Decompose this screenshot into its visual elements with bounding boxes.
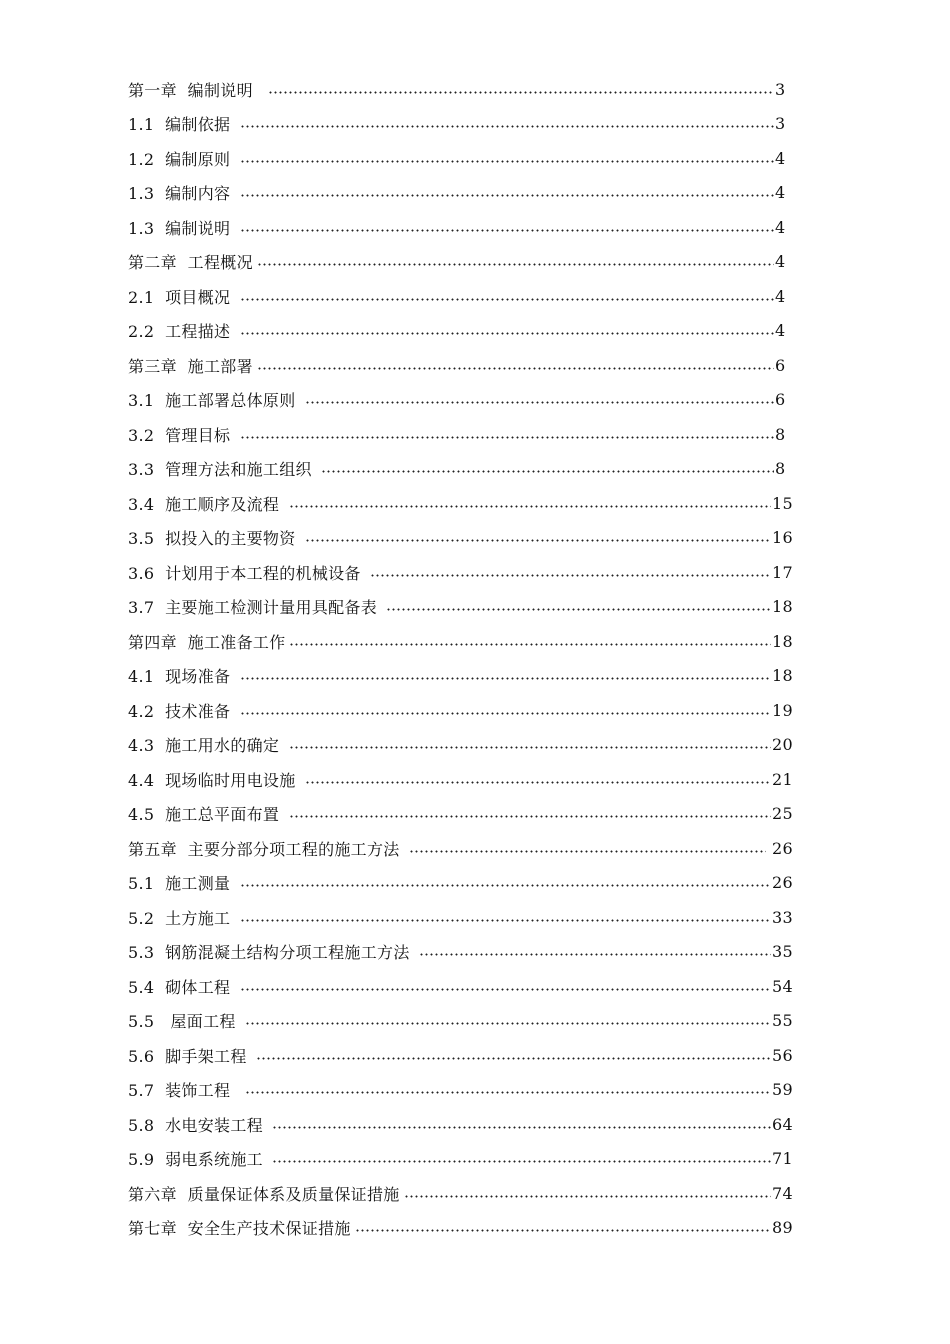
toc-entry[interactable] xyxy=(128,383,793,418)
toc-entry-page-number: 74 xyxy=(772,1183,793,1203)
toc-entry[interactable] xyxy=(128,141,793,176)
toc-entry-title: 5.7 装饰工程 xyxy=(128,1081,242,1101)
toc-entry-page-number: 20 xyxy=(772,735,793,755)
toc-entry-page-number: 55 xyxy=(772,1011,793,1031)
toc-entry-page-number: 54 xyxy=(772,976,793,996)
toc-dot-leader xyxy=(268,91,774,94)
toc-entry[interactable] xyxy=(128,72,793,107)
toc-entry-title: 3.6 计划用于本工程的机械设备 xyxy=(128,563,367,583)
toc-entry-title: 第四章 施工准备工作 xyxy=(128,632,286,652)
toc-entry-title: 第七章 安全生产技术保证措施 xyxy=(128,1219,351,1239)
toc-dot-leader xyxy=(240,160,774,163)
toc-entry-page-number: 4 xyxy=(775,321,786,341)
toc-dot-leader xyxy=(240,298,774,301)
toc-entry-title: 3.5 拟投入的主要物资 xyxy=(128,529,301,549)
toc-entry-title: 5.2 土方施工 xyxy=(128,908,236,928)
toc-dot-leader xyxy=(272,1160,771,1163)
toc-entry-page-number: 18 xyxy=(772,631,793,651)
toc-dot-leader xyxy=(240,677,771,680)
toc-entry-page-number: 16 xyxy=(772,528,793,548)
toc-entry[interactable] xyxy=(128,1038,793,1073)
toc-dot-leader xyxy=(305,539,771,542)
toc-dot-leader xyxy=(386,608,771,611)
toc-entry-title: 1.2 编制原则 xyxy=(128,149,236,169)
toc-dot-leader xyxy=(240,884,771,887)
toc-entry-title: 1.3 编制说明 xyxy=(128,218,236,238)
toc-entry-page-number: 3 xyxy=(775,79,786,99)
toc-entry-page-number: 71 xyxy=(772,1149,793,1169)
toc-entry[interactable] xyxy=(128,1004,793,1039)
toc-entry-title: 第一章 编制说明 xyxy=(128,80,264,100)
toc-entry[interactable] xyxy=(128,1211,793,1246)
toc-entry-title: 3.3 管理方法和施工组织 xyxy=(128,460,318,480)
toc-entry-page-number: 25 xyxy=(772,804,793,824)
toc-entry[interactable] xyxy=(128,590,793,625)
toc-entry-page-number: 89 xyxy=(772,1218,793,1238)
toc-entry[interactable] xyxy=(128,1142,793,1177)
toc-entry-title: 3.1 施工部署总体原则 xyxy=(128,391,301,411)
toc-entry-title: 第三章 施工部署 xyxy=(128,356,253,376)
toc-dot-leader xyxy=(245,1022,771,1025)
toc-entry[interactable] xyxy=(128,452,793,487)
toc-entry-page-number: 18 xyxy=(772,666,793,686)
toc-dot-leader xyxy=(240,229,774,232)
toc-entry-page-number: 4 xyxy=(775,148,786,168)
toc-entry-page-number: 4 xyxy=(775,252,786,272)
toc-dot-leader xyxy=(257,263,774,266)
toc-entry-page-number: 18 xyxy=(772,597,793,617)
toc-entry-page-number: 4 xyxy=(775,183,786,203)
toc-entry-page-number: 35 xyxy=(772,942,793,962)
toc-entry-title: 第五章 主要分部分项工程的施工方法 xyxy=(128,839,405,859)
toc-entry-page-number: 15 xyxy=(772,493,793,513)
toc-dot-leader xyxy=(419,953,771,956)
toc-entry-page-number: 26 xyxy=(772,873,793,893)
toc-entry[interactable] xyxy=(128,1073,793,1108)
toc-entry[interactable] xyxy=(128,728,793,763)
toc-entry-page-number: 33 xyxy=(772,907,793,927)
toc-dot-leader xyxy=(305,781,771,784)
toc-entry-title: 5.1 施工测量 xyxy=(128,874,236,894)
toc-dot-leader xyxy=(289,815,771,818)
toc-entry-page-number: 4 xyxy=(775,217,786,237)
toc-dot-leader xyxy=(240,919,771,922)
toc-entry-title: 1.3 编制内容 xyxy=(128,184,236,204)
toc-dot-leader xyxy=(240,125,774,128)
toc-entry[interactable] xyxy=(128,245,793,280)
toc-entry-page-number: 21 xyxy=(772,769,793,789)
toc-entry-title: 5.3 钢筋混凝土结构分项工程施工方法 xyxy=(128,943,416,963)
toc-entry[interactable] xyxy=(128,314,793,349)
toc-dot-leader xyxy=(370,574,771,577)
toc-entry-page-number: 26 xyxy=(766,838,793,858)
toc-dot-leader xyxy=(305,401,774,404)
toc-entry-page-number: 17 xyxy=(772,562,793,582)
toc-entry[interactable] xyxy=(128,486,793,521)
toc-entry-title: 3.7 主要施工检测计量用具配备表 xyxy=(128,598,383,618)
toc-entry-title: 5.8 水电安装工程 xyxy=(128,1115,269,1135)
toc-entry-page-number: 4 xyxy=(775,286,786,306)
toc-dot-leader xyxy=(240,332,774,335)
toc-entry-title: 3.2 管理目标 xyxy=(128,425,236,445)
toc-entry[interactable] xyxy=(128,348,793,383)
toc-entry[interactable] xyxy=(128,866,793,901)
toc-entry-title: 第二章 工程概况 xyxy=(128,253,253,273)
toc-entry[interactable] xyxy=(128,969,793,1004)
toc-entry[interactable] xyxy=(128,107,793,142)
toc-entry-title: 5.9 弱电系统施工 xyxy=(128,1150,269,1170)
toc-dot-leader xyxy=(289,505,771,508)
toc-entry[interactable] xyxy=(128,1107,793,1142)
toc-entry[interactable] xyxy=(128,521,793,556)
toc-entry-page-number: 3 xyxy=(775,114,786,134)
toc-entry-page-number: 6 xyxy=(775,355,786,375)
toc-dot-leader xyxy=(289,746,771,749)
toc-entry-title: 4.5 施工总平面布置 xyxy=(128,805,285,825)
toc-entry[interactable] xyxy=(128,1176,793,1211)
toc-entry[interactable] xyxy=(128,831,793,866)
toc-entry-title: 4.4 现场临时用电设施 xyxy=(128,770,301,790)
toc-entry-page-number: 19 xyxy=(772,700,793,720)
toc-entry-title: 4.1 现场准备 xyxy=(128,667,236,687)
toc-dot-leader xyxy=(240,988,771,991)
toc-entry[interactable] xyxy=(128,935,793,970)
toc-entry[interactable] xyxy=(128,762,793,797)
toc-entry-page-number: 64 xyxy=(772,1114,793,1134)
toc-entry-title: 4.2 技术准备 xyxy=(128,701,236,721)
toc-entry-title: 5.4 砌体工程 xyxy=(128,977,236,997)
toc-entry-title: 4.3 施工用水的确定 xyxy=(128,736,285,756)
toc-entry-title: 2.1 项目概况 xyxy=(128,287,236,307)
toc-entry-title: 1.1 编制依据 xyxy=(128,115,236,135)
toc-entry-page-number: 59 xyxy=(772,1080,793,1100)
toc-entry[interactable] xyxy=(128,210,793,245)
toc-entry[interactable] xyxy=(128,624,793,659)
toc-dot-leader xyxy=(256,1057,771,1060)
table-of-contents xyxy=(128,72,793,1245)
toc-entry[interactable] xyxy=(128,417,793,452)
toc-entry-title: 5.5 屋面工程 xyxy=(128,1012,242,1032)
toc-entry[interactable] xyxy=(128,797,793,832)
toc-entry-title: 2.2 工程描述 xyxy=(128,322,236,342)
toc-dot-leader xyxy=(404,1195,771,1198)
toc-entry-page-number: 8 xyxy=(775,424,786,444)
toc-dot-leader xyxy=(240,712,771,715)
toc-dot-leader xyxy=(240,436,774,439)
toc-dot-leader xyxy=(272,1126,771,1129)
toc-entry[interactable] xyxy=(128,693,793,728)
toc-dot-leader xyxy=(409,850,766,853)
toc-entry-title: 第六章 质量保证体系及质量保证措施 xyxy=(128,1184,400,1204)
toc-entry[interactable] xyxy=(128,555,793,590)
toc-dot-leader xyxy=(321,470,774,473)
toc-dot-leader xyxy=(240,194,774,197)
toc-dot-leader xyxy=(289,643,771,646)
toc-dot-leader xyxy=(257,367,774,370)
toc-dot-leader xyxy=(245,1091,771,1094)
toc-entry[interactable] xyxy=(128,176,793,211)
toc-entry-page-number: 8 xyxy=(775,459,786,479)
toc-dot-leader xyxy=(355,1229,771,1232)
toc-entry[interactable] xyxy=(128,900,793,935)
toc-entry-page-number: 6 xyxy=(775,390,786,410)
toc-entry[interactable] xyxy=(128,659,793,694)
toc-entry-title: 5.6 脚手架工程 xyxy=(128,1046,253,1066)
toc-entry-page-number: 56 xyxy=(772,1045,793,1065)
toc-entry-title: 3.4 施工顺序及流程 xyxy=(128,494,285,514)
toc-entry[interactable] xyxy=(128,279,793,314)
